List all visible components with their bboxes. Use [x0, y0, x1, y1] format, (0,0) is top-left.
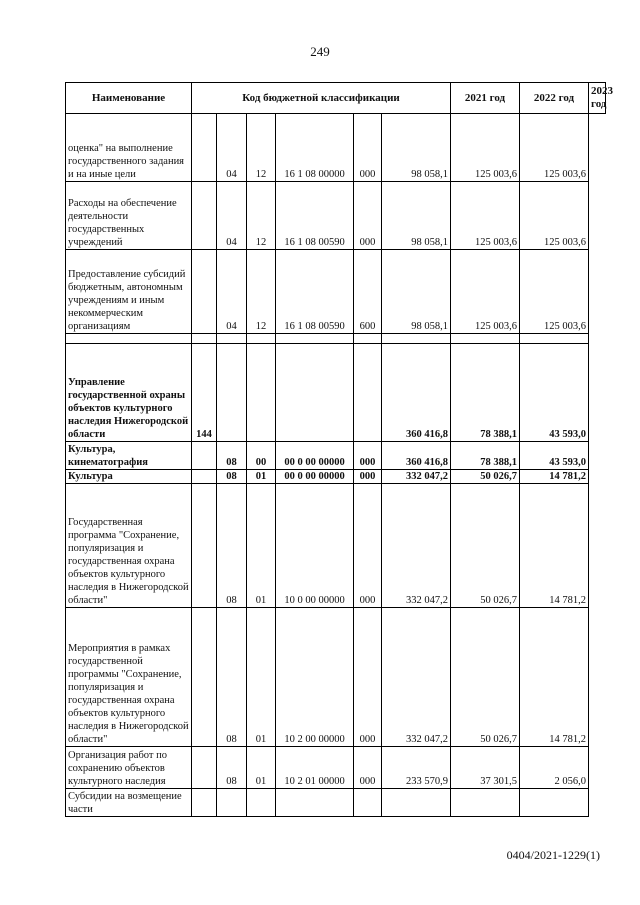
cell-section: 04	[217, 182, 247, 250]
cell-y2023: 43 593,0	[520, 442, 589, 470]
cell-expense: 000	[354, 114, 382, 182]
cell-y2022: 125 003,6	[451, 250, 520, 334]
table-cell	[66, 334, 192, 344]
table-spacer-row	[66, 334, 606, 344]
header-code: Код бюджетной классификации	[192, 83, 451, 114]
cell-expense: 000	[354, 442, 382, 470]
cell-article: 10 2 01 00000	[276, 747, 354, 789]
cell-y2023: 43 593,0	[520, 344, 589, 442]
cell-code	[192, 114, 217, 182]
cell-y2022: 125 003,6	[451, 114, 520, 182]
cell-y2021: 98 058,1	[382, 114, 451, 182]
cell-y2021: 360 416,8	[382, 442, 451, 470]
cell-subsection: 12	[247, 182, 276, 250]
cell-name: Культура, кинематография	[66, 442, 192, 470]
table-cell	[354, 334, 382, 344]
cell-article	[276, 344, 354, 442]
cell-y2023: 125 003,6	[520, 250, 589, 334]
cell-article: 00 0 00 00000	[276, 470, 354, 484]
cell-name: Мероприятия в рамках государственной программы "Сохранение, популяризация и государственная охрана объектов культурного наследия в Нижегородской области"	[66, 608, 192, 747]
table-row	[66, 344, 606, 442]
cell-code	[192, 250, 217, 334]
header-2021: 2021 год	[451, 83, 520, 114]
cell-y2023: 125 003,6	[520, 182, 589, 250]
cell-y2021: 233 570,9	[382, 747, 451, 789]
cell-y2021: 360 416,8	[382, 344, 451, 442]
cell-code	[192, 484, 217, 608]
cell-y2021: 98 058,1	[382, 182, 451, 250]
cell-expense	[354, 789, 382, 817]
cell-y2021: 98 058,1	[382, 250, 451, 334]
cell-section: 08	[217, 747, 247, 789]
table-row	[66, 789, 606, 817]
cell-expense: 000	[354, 470, 382, 484]
cell-section: 08	[217, 442, 247, 470]
table-row	[66, 484, 606, 608]
cell-y2022: 78 388,1	[451, 442, 520, 470]
cell-code	[192, 470, 217, 484]
cell-y2023: 14 781,2	[520, 484, 589, 608]
cell-section: 08	[217, 484, 247, 608]
cell-subsection: 01	[247, 484, 276, 608]
cell-expense: 600	[354, 250, 382, 334]
budget-table	[65, 82, 613, 817]
table-row	[66, 747, 606, 789]
cell-subsection	[247, 344, 276, 442]
header-2023: 2023 год	[589, 83, 606, 114]
table-cell	[520, 334, 589, 344]
cell-name: Организация работ по сохранению объектов культурного наследия	[66, 747, 192, 789]
cell-y2023: 14 781,2	[520, 470, 589, 484]
cell-article: 10 0 00 00000	[276, 484, 354, 608]
cell-article: 16 1 08 00590	[276, 182, 354, 250]
table-row	[66, 608, 606, 747]
cell-y2023: 125 003,6	[520, 114, 589, 182]
cell-name: Государственная программа "Сохранение, популяризация и государственная охрана объектов культурного наследия в Нижегородской области"	[66, 484, 192, 608]
document-code: 0404/2021-1229(1)	[506, 848, 600, 862]
cell-y2021	[382, 789, 451, 817]
cell-article: 16 1 08 00590	[276, 250, 354, 334]
table-row	[66, 470, 606, 484]
table-row	[66, 442, 606, 470]
cell-subsection: 01	[247, 747, 276, 789]
page-number: 249	[310, 44, 330, 59]
cell-y2022: 50 026,7	[451, 608, 520, 747]
table-cell	[247, 334, 276, 344]
cell-subsection: 01	[247, 608, 276, 747]
cell-code	[192, 789, 217, 817]
cell-name: Субсидии на возмещение части	[66, 789, 192, 817]
cell-expense: 000	[354, 747, 382, 789]
cell-code: 144	[192, 344, 217, 442]
cell-article: 10 2 00 00000	[276, 608, 354, 747]
table-cell	[192, 334, 217, 344]
cell-section: 08	[217, 470, 247, 484]
cell-code	[192, 182, 217, 250]
cell-expense: 000	[354, 182, 382, 250]
cell-y2022: 78 388,1	[451, 344, 520, 442]
cell-section: 04	[217, 250, 247, 334]
table-row	[66, 250, 606, 334]
cell-section	[217, 344, 247, 442]
cell-expense	[354, 344, 382, 442]
cell-name: Расходы на обеспечение деятельности государственных учреждений	[66, 182, 192, 250]
table-row	[66, 182, 606, 250]
table-cell	[217, 334, 247, 344]
cell-subsection	[247, 789, 276, 817]
cell-subsection: 12	[247, 114, 276, 182]
cell-y2023	[520, 789, 589, 817]
cell-code	[192, 747, 217, 789]
cell-subsection: 12	[247, 250, 276, 334]
cell-y2021: 332 047,2	[382, 470, 451, 484]
cell-section: 08	[217, 608, 247, 747]
cell-article: 16 1 08 00000	[276, 114, 354, 182]
table-row	[66, 114, 606, 182]
cell-name: Культура	[66, 470, 192, 484]
cell-name: оценка" на выполнение государственного задания и на иные цели	[66, 114, 192, 182]
table-cell	[276, 334, 354, 344]
cell-y2022: 125 003,6	[451, 182, 520, 250]
table-body	[66, 114, 606, 817]
cell-section: 04	[217, 114, 247, 182]
cell-name: Предоставление субсидий бюджетным, автономным учреждениям и иным некоммерческим организациям	[66, 250, 192, 334]
cell-expense: 000	[354, 608, 382, 747]
cell-y2023: 2 056,0	[520, 747, 589, 789]
cell-name: Управление государственной охраны объектов культурного наследия Нижегородской области	[66, 344, 192, 442]
table-header-row	[66, 83, 606, 114]
header-2022: 2022 год	[520, 83, 589, 114]
header-name: Наименование	[66, 83, 192, 114]
cell-article	[276, 789, 354, 817]
cell-code	[192, 608, 217, 747]
cell-y2021: 332 047,2	[382, 484, 451, 608]
cell-y2022: 37 301,5	[451, 747, 520, 789]
table-cell	[451, 334, 520, 344]
table-cell	[382, 334, 451, 344]
cell-subsection: 01	[247, 470, 276, 484]
cell-section	[217, 789, 247, 817]
cell-y2023: 14 781,2	[520, 608, 589, 747]
cell-expense: 000	[354, 484, 382, 608]
cell-y2022: 50 026,7	[451, 470, 520, 484]
cell-code	[192, 442, 217, 470]
cell-y2021: 332 047,2	[382, 608, 451, 747]
cell-y2022	[451, 789, 520, 817]
cell-subsection: 00	[247, 442, 276, 470]
cell-y2022: 50 026,7	[451, 484, 520, 608]
cell-article: 00 0 00 00000	[276, 442, 354, 470]
